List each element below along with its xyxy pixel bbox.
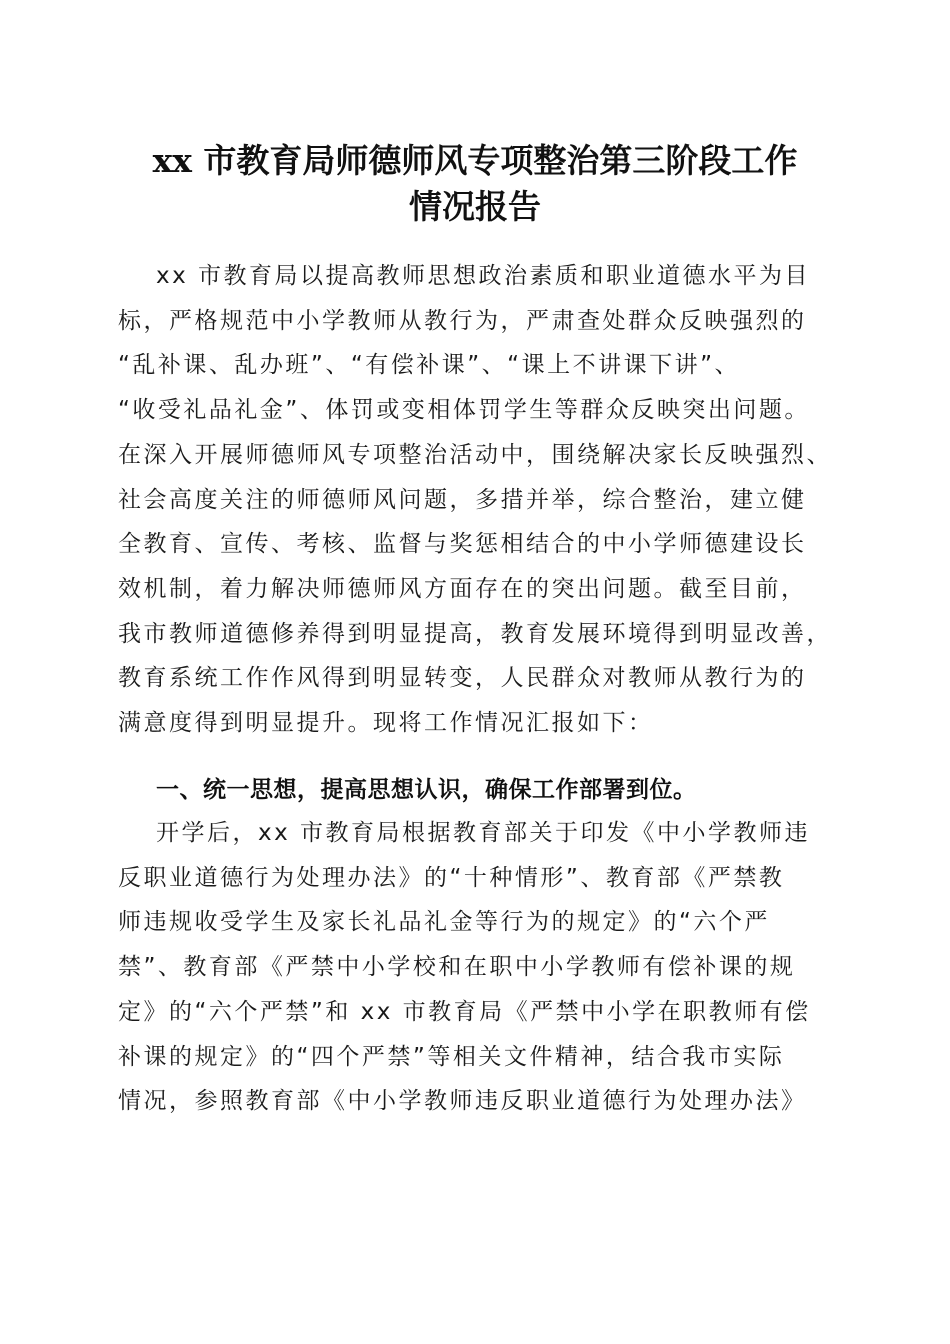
paragraph-line: “收受礼品礼金”、体罚或变相体罚学生等群众反映突出问题。 [118, 397, 810, 424]
paragraph-line: 我市教师道德修养得到明显提高，教育发展环境得到明显改善， [118, 620, 832, 647]
paragraph-line: xx 市教育局以提高教师思想政治素质和职业道德水平为目 [156, 263, 811, 289]
paragraph-line: 效机制，着力解决师德师风方面存在的突出问题。截至目前， [118, 575, 807, 602]
paragraph-line: 全教育、宣传、考核、监督与奖惩相结合的中小学师德建设长 [118, 531, 807, 558]
paragraph-line: “乱补课、乱办班”、“有偿补课”、“课上不讲课下讲”、 [118, 352, 740, 379]
paragraph-line: 禁”、教育部《严禁中小学校和在职中小学教师有偿补课的规 [118, 954, 796, 981]
intro-paragraph [118, 254, 830, 746]
title-line-1: xx 市教育局师德师风专项整治第三阶段工作 [152, 141, 798, 180]
paragraph-line: 补课的规定》的“四个严禁”等相关文件精神，结合我市实际 [118, 1043, 785, 1070]
paragraph-line: 师违规收受学生及家长礼品礼金等行为的规定》的“六个严 [118, 909, 770, 936]
paragraph-line: 反职业道德行为处理办法》的“十种情形”、教育部《严禁教 [118, 864, 785, 891]
paragraph-line: 满意度得到明显提升。现将工作情况汇报如下： [118, 710, 654, 737]
section-1-paragraph [118, 811, 830, 1124]
title-line-2: 情况报告 [409, 187, 541, 226]
paragraph-line: 定》的“六个严禁”和 xx 市教育局《严禁中小学在职教师有偿 [118, 998, 811, 1025]
document-title [100, 138, 850, 230]
paragraph-line: 教育系统工作作风得到明显转变，人民群众对教师从教行为的 [118, 665, 807, 692]
paragraph-line: 在深入开展师德师风专项整治活动中，围绕解决家长反映强烈、 [118, 441, 832, 468]
paragraph-line: 社会高度关注的师德师风问题，多措并举，综合整治，建立健 [118, 486, 807, 513]
paragraph-line: 情况，参照教育部《中小学教师违反职业道德行为处理办法》 [118, 1088, 807, 1115]
section-1-heading: 一、统一思想，提高思想认识，确保工作部署到位。 [156, 777, 697, 803]
paragraph-line: 开学后，xx 市教育局根据教育部关于印发《中小学教师违 [156, 820, 811, 846]
paragraph-line: 标，严格规范中小学教师从教行为，严肃查处群众反映强烈的 [118, 307, 807, 334]
